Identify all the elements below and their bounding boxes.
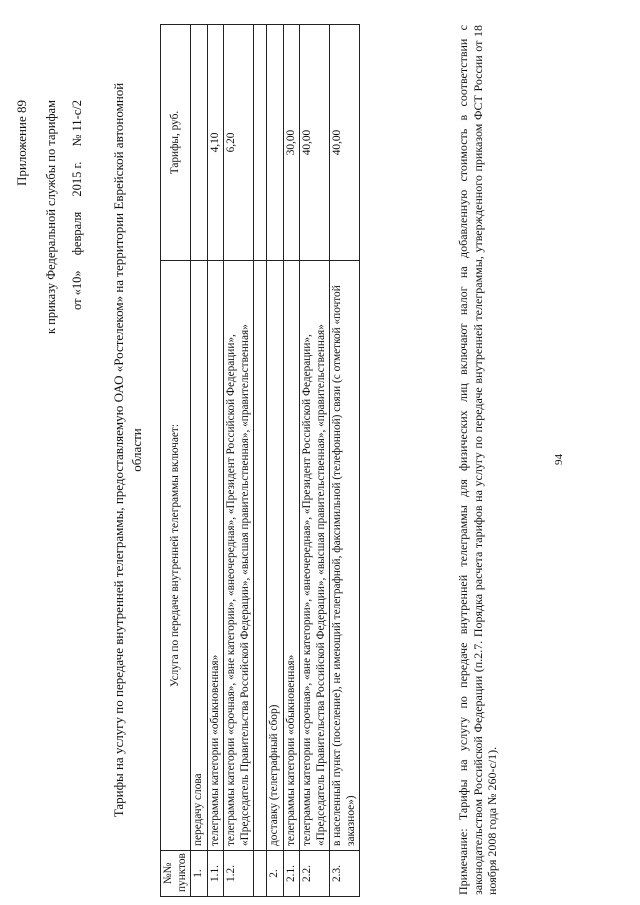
row-service: телеграммы категории «обыкновенная» xyxy=(283,261,300,851)
header-tariff: Тарифы, руб. xyxy=(161,25,191,261)
spacer-cell xyxy=(254,25,267,261)
order-number: № 11-с/2 xyxy=(70,100,84,147)
row-num: 2. xyxy=(267,851,284,897)
table-row xyxy=(330,25,360,897)
footnote: Примечание: Тарифы на услугу по передаче внутренней телеграммы для физических лиц включают налог на добавленную стоимость в соответствии с законодательством Российской Федерации (п.2.7. Порядка расчета тарифов на услугу по передаче внутренней телеграммы, утвержденного приказом ФСТ России от 18 ноября 2008 года № 260-с/1). xyxy=(456,25,499,895)
row-tariff: 6,20 xyxy=(224,25,254,261)
order-reference: к приказу Федеральной службы по тарифам xyxy=(44,100,58,335)
row-num: 1. xyxy=(191,851,208,897)
row-service: передачу слова xyxy=(191,261,208,851)
row-tariff: 40,00 xyxy=(300,25,330,261)
row-tariff: 40,00 xyxy=(330,25,360,261)
table-row xyxy=(283,25,300,897)
table-row xyxy=(300,25,330,897)
row-tariff: 4,10 xyxy=(207,25,224,261)
row-num: 2.1. xyxy=(283,851,300,897)
table-spacer-row xyxy=(254,25,267,897)
order-date-day: от «10» xyxy=(70,270,84,311)
spacer-cell xyxy=(254,261,267,851)
row-service: в населенный пункт (поселение), не имеющий телеграфной, факсимильной (телефонной) связи (с отметкой «почтой заказное») xyxy=(330,261,360,851)
row-service: доставку (телеграфный сбор) xyxy=(267,261,284,851)
table-row xyxy=(191,25,208,897)
row-num: 1.1. xyxy=(207,851,224,897)
order-date-year: 2015 г. xyxy=(70,161,84,197)
row-tariff xyxy=(267,25,284,261)
table-row xyxy=(207,25,224,897)
row-num: 2.3. xyxy=(330,851,360,897)
table-row xyxy=(267,25,284,897)
document-title: Тарифы на услугу по передаче внутренней телеграммы, предоставляемую ОАО «Ростелеком» на территории Еврейской автономной области xyxy=(111,82,144,818)
tariff-table xyxy=(160,24,360,897)
row-tariff xyxy=(191,25,208,261)
appendix-label: Приложение 89 xyxy=(14,100,29,187)
row-service: телеграммы категории «срочная», «вне категории», «внеочередная», «Президент Российской Федерации», «Председатель Правительства Российской Федерации», «высшая правительственная», «правительственная» xyxy=(300,261,330,851)
header-num: №№ пунктов xyxy=(161,851,191,897)
table-row xyxy=(224,25,254,897)
row-service: телеграммы категории «обыкновенная» xyxy=(207,261,224,851)
row-tariff: 30,00 xyxy=(283,25,300,261)
row-num: 1.2. xyxy=(224,851,254,897)
spacer-cell xyxy=(254,851,267,897)
page-number: 94 xyxy=(553,454,565,465)
row-num: 2.2. xyxy=(300,851,330,897)
header-service: Услуга по передаче внутренней телеграммы включает: xyxy=(161,261,191,851)
row-service: телеграммы категории «срочная», «вне категории», «внеочередная», «Президент Российской Федерации», «Председатель Правительства Российской Федерации», «высшая правительственная», «правительственная» xyxy=(224,261,254,851)
table-header-row xyxy=(161,25,191,897)
order-date-month: февраля xyxy=(70,211,84,256)
order-date-line xyxy=(70,100,85,322)
